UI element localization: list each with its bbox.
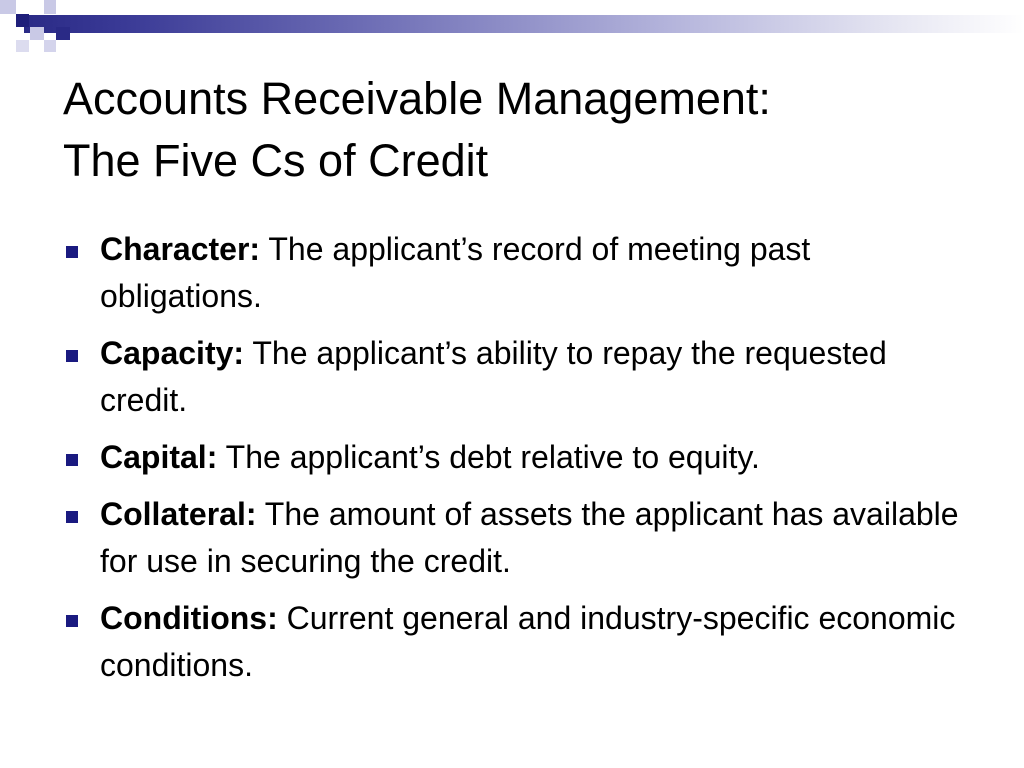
decorative-square <box>44 40 56 52</box>
bullet-text: The amount of assets the applicant has available for use in securing the credit. <box>100 496 959 579</box>
bullet-text: Current general and industry-specific economic conditions. <box>100 600 956 683</box>
decorative-square <box>44 0 56 14</box>
bullet-text: The applicant’s debt relative to equity. <box>217 439 760 475</box>
bullet-term: Collateral: <box>100 496 257 532</box>
header-gradient-bar <box>24 15 1024 33</box>
decorative-square <box>16 14 29 27</box>
decorative-square <box>30 27 44 40</box>
slide-title-line-2: The Five Cs of Credit <box>63 135 489 186</box>
decorative-square <box>16 40 29 52</box>
square-bullet-icon <box>66 454 78 466</box>
bullet-item-conditions <box>62 595 962 689</box>
bullet-text: The applicant’s record of meeting past obligations. <box>100 231 811 314</box>
square-bullet-icon <box>66 246 78 258</box>
slide-title <box>63 68 1003 192</box>
bullet-term: Conditions: <box>100 600 278 636</box>
decorative-square <box>56 27 70 40</box>
bullet-term: Capacity: <box>100 335 245 371</box>
bullet-item-collateral <box>62 491 962 585</box>
decorative-square <box>0 0 16 14</box>
bullet-text: The applicant’s ability to repay the requested credit. <box>100 335 887 418</box>
slide-title-line-1: Accounts Receivable Management: <box>63 73 771 124</box>
square-bullet-icon <box>66 350 78 362</box>
bullet-list <box>62 226 962 699</box>
bullet-term: Capital: <box>100 439 218 475</box>
bullet-item-capital <box>62 434 962 481</box>
square-bullet-icon <box>66 615 78 627</box>
bullet-term: Character: <box>100 231 261 267</box>
bullet-item-capacity <box>62 330 962 424</box>
square-bullet-icon <box>66 511 78 523</box>
bullet-item-character <box>62 226 962 320</box>
